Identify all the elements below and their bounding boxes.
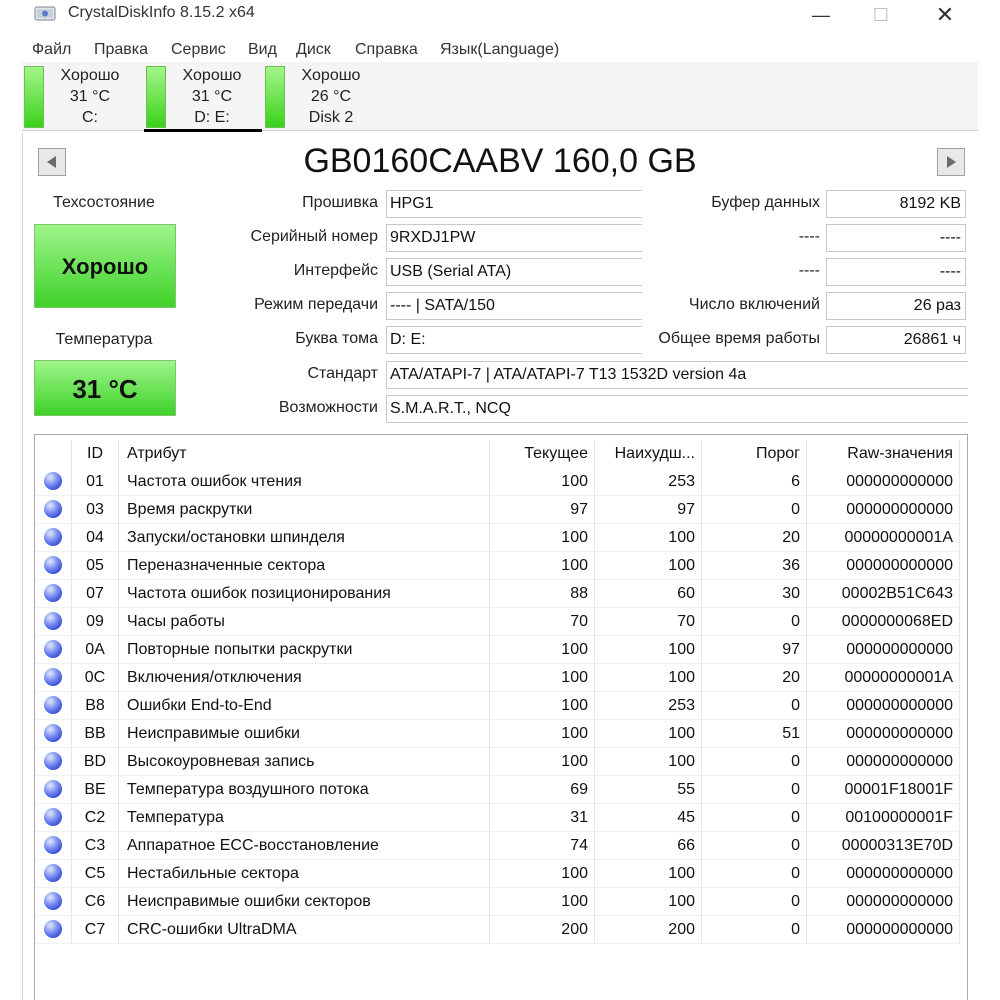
temperature-value[interactable]: 31 °C [34, 360, 176, 416]
features-field: S.M.A.R.T., NCQ [386, 395, 968, 423]
status-dot-icon [44, 808, 62, 826]
status-dot-icon [44, 696, 62, 714]
menu-edit[interactable]: Правка [94, 41, 149, 58]
attr-threshold: 20 [702, 664, 807, 692]
attr-raw: 000000000000 [807, 552, 960, 580]
table-row[interactable] [35, 748, 960, 776]
attr-raw: 000000000000 [807, 888, 960, 916]
attr-worst: 55 [595, 776, 702, 804]
transfer-label: Режим передачи [254, 296, 378, 313]
attr-threshold: 97 [702, 636, 807, 664]
attr-id: 03 [72, 496, 119, 524]
attr-current: 88 [490, 580, 595, 608]
status-cell [35, 692, 72, 720]
attr-name: Частота ошибок позиционирования [119, 580, 490, 608]
attr-current: 100 [490, 468, 595, 496]
attr-worst: 60 [595, 580, 702, 608]
buffer-field: 8192 KB [826, 190, 966, 218]
attr-current: 69 [490, 776, 595, 804]
attr-current: 100 [490, 552, 595, 580]
attr-raw: 00001F18001F [807, 776, 960, 804]
attr-raw: 000000000000 [807, 720, 960, 748]
table-row[interactable] [35, 552, 960, 580]
attr-worst: 100 [595, 552, 702, 580]
attr-name: Включения/отключения [119, 664, 490, 692]
attr-name: CRC-ошибки UltraDMA [119, 916, 490, 944]
attr-threshold: 0 [702, 692, 807, 720]
attr-raw: 00000000001A [807, 524, 960, 552]
table-row[interactable] [35, 664, 960, 692]
table-row[interactable] [35, 580, 960, 608]
attr-threshold: 0 [702, 748, 807, 776]
status-cell [35, 888, 72, 916]
attr-name: Температура [119, 804, 490, 832]
menu-service[interactable]: Сервис [171, 41, 226, 58]
table-row[interactable] [35, 888, 960, 916]
attr-name: Высокоуровневая запись [119, 748, 490, 776]
attr-raw: 000000000000 [807, 468, 960, 496]
disk-status: Хорошо [60, 67, 120, 84]
col-status[interactable] [35, 440, 72, 468]
attr-id: 05 [72, 552, 119, 580]
attr-current: 200 [490, 916, 595, 944]
attr-name: Ошибки End-to-End [119, 692, 490, 720]
minimize-button[interactable]: — [812, 5, 830, 25]
attr-worst: 100 [595, 888, 702, 916]
blank2-label: ---- [798, 262, 820, 279]
attr-worst: 100 [595, 748, 702, 776]
blank1-label: ---- [798, 228, 820, 245]
drive-letter-label: Буква тома [295, 330, 378, 347]
status-dot-icon [44, 668, 62, 686]
drive-letter-field: D: E: [386, 326, 642, 354]
attr-threshold: 20 [702, 524, 807, 552]
status-cell [35, 860, 72, 888]
attr-name: Повторные попытки раскрутки [119, 636, 490, 664]
interface-label: Интерфейс [293, 262, 378, 279]
table-row[interactable] [35, 496, 960, 524]
disk-temp: 26 °C [310, 88, 352, 105]
interface-field: USB (Serial ATA) [386, 258, 642, 286]
status-cell [35, 636, 72, 664]
serial-label: Серийный номер [250, 228, 378, 245]
menu-language[interactable]: Язык(Language) [440, 41, 560, 58]
status-cell [35, 720, 72, 748]
attr-worst: 66 [595, 832, 702, 860]
status-cell [35, 552, 72, 580]
attr-raw: 000000000000 [807, 496, 960, 524]
attr-raw: 000000000000 [807, 636, 960, 664]
status-dot-icon [44, 528, 62, 546]
attr-name: Нестабильные сектора [119, 860, 490, 888]
attr-name: Запуски/остановки шпинделя [119, 524, 490, 552]
disk-health-bar [146, 66, 166, 128]
attr-worst: 200 [595, 916, 702, 944]
attr-current: 31 [490, 804, 595, 832]
disk-temp: 31 °C [191, 88, 233, 105]
standard-label: Стандарт [307, 365, 378, 382]
attr-id: 07 [72, 580, 119, 608]
blank1-field: ---- [826, 224, 966, 252]
table-row[interactable] [35, 468, 960, 496]
attr-id: 0A [72, 636, 119, 664]
arrow-right-icon [944, 155, 958, 169]
health-label: Техсостояние [53, 194, 155, 211]
table-row[interactable] [35, 692, 960, 720]
prev-disk-button[interactable] [38, 148, 66, 176]
table-header [35, 440, 960, 468]
status-dot-icon [44, 752, 62, 770]
attr-threshold: 0 [702, 832, 807, 860]
window-title: CrystalDiskInfo 8.15.2 x64 [68, 4, 255, 21]
attr-id: BD [72, 748, 119, 776]
menu-view[interactable]: Вид [248, 41, 277, 58]
attr-current: 100 [490, 860, 595, 888]
status-dot-icon [44, 500, 62, 518]
attr-worst: 45 [595, 804, 702, 832]
arrow-left-icon [45, 155, 59, 169]
power-count-label: Число включений [688, 296, 820, 313]
attr-current: 100 [490, 748, 595, 776]
disk-title: GB0160CAABV 160,0 GB [303, 142, 697, 180]
table-row[interactable] [35, 804, 960, 832]
buffer-label: Буфер данных [711, 194, 820, 211]
table-row[interactable] [35, 916, 960, 944]
attr-worst: 100 [595, 524, 702, 552]
attr-current: 97 [490, 496, 595, 524]
attr-name: Частота ошибок чтения [119, 468, 490, 496]
disk-tab-2[interactable] [263, 62, 381, 130]
power-hours-label: Общее время работы [658, 330, 820, 347]
attr-current: 100 [490, 888, 595, 916]
menu-help[interactable]: Справка [355, 41, 418, 58]
power-hours-field: 26861 ч [826, 326, 966, 354]
attr-id: C7 [72, 916, 119, 944]
attr-id: BE [72, 776, 119, 804]
status-dot-icon [44, 584, 62, 602]
attr-worst: 100 [595, 664, 702, 692]
attr-worst: 70 [595, 608, 702, 636]
attr-raw: 00000313E70D [807, 832, 960, 860]
table-row[interactable] [35, 832, 960, 860]
attr-threshold: 0 [702, 496, 807, 524]
attr-threshold: 0 [702, 888, 807, 916]
attr-name: Время раскрутки [119, 496, 490, 524]
attr-raw: 000000000000 [807, 748, 960, 776]
status-cell [35, 524, 72, 552]
status-cell [35, 468, 72, 496]
disk-tab-0[interactable] [22, 62, 140, 130]
status-cell [35, 832, 72, 860]
attr-id: C2 [72, 804, 119, 832]
attr-current: 70 [490, 608, 595, 636]
transfer-field: ---- | SATA/150 [386, 292, 642, 320]
attr-id: C6 [72, 888, 119, 916]
attr-current: 100 [490, 692, 595, 720]
attr-threshold: 51 [702, 720, 807, 748]
attr-name: Неисправимые ошибки [119, 720, 490, 748]
attr-threshold: 30 [702, 580, 807, 608]
attr-threshold: 36 [702, 552, 807, 580]
smart-table-body [35, 468, 960, 944]
status-cell [35, 496, 72, 524]
attr-id: BB [72, 720, 119, 748]
status-cell [35, 916, 72, 944]
health-status-button[interactable]: Хорошо [34, 224, 176, 308]
disk-letter: C: [82, 109, 98, 126]
col-threshold[interactable]: Порог [702, 440, 807, 468]
maximize-button[interactable]: ☐ [872, 5, 890, 25]
attr-id: 09 [72, 608, 119, 636]
attr-raw: 000000000000 [807, 860, 960, 888]
attr-current: 100 [490, 720, 595, 748]
attr-name: Аппаратное ECC-восстановление [119, 832, 490, 860]
status-dot-icon [44, 612, 62, 630]
attr-name: Неисправимые ошибки секторов [119, 888, 490, 916]
status-dot-icon [44, 864, 62, 882]
attr-raw: 0000000068ED [807, 608, 960, 636]
status-cell [35, 748, 72, 776]
status-dot-icon [44, 556, 62, 574]
firmware-label: Прошивка [302, 194, 378, 211]
col-id[interactable]: ID [72, 440, 119, 468]
disk-letter: D: E: [194, 109, 230, 126]
attr-threshold: 0 [702, 776, 807, 804]
status-cell [35, 580, 72, 608]
disk-info-icon [34, 3, 56, 23]
attr-id: B8 [72, 692, 119, 720]
attr-worst: 100 [595, 720, 702, 748]
attr-id: C5 [72, 860, 119, 888]
attr-current: 100 [490, 664, 595, 692]
table-row[interactable] [35, 636, 960, 664]
status-dot-icon [44, 724, 62, 742]
attr-worst: 97 [595, 496, 702, 524]
col-worst[interactable]: Наихудш... [595, 440, 702, 468]
attr-worst: 100 [595, 860, 702, 888]
attr-threshold: 0 [702, 804, 807, 832]
temperature-label: Температура [55, 331, 153, 348]
attr-threshold: 0 [702, 608, 807, 636]
attr-worst: 253 [595, 468, 702, 496]
attr-threshold: 6 [702, 468, 807, 496]
attr-threshold: 0 [702, 860, 807, 888]
attr-id: 04 [72, 524, 119, 552]
status-dot-icon [44, 836, 62, 854]
features-label: Возможности [278, 399, 378, 416]
disk-health-bar [265, 66, 285, 128]
serial-field: 9RXDJ1PW [386, 224, 642, 252]
status-dot-icon [44, 472, 62, 490]
close-button[interactable]: ✕ [935, 2, 955, 27]
attr-worst: 253 [595, 692, 702, 720]
smart-table [35, 440, 960, 944]
attr-raw: 00100000001F [807, 804, 960, 832]
disk-health-bar [24, 66, 44, 128]
disk-temp: 31 °C [69, 88, 111, 105]
table-row[interactable] [35, 776, 960, 804]
col-raw[interactable]: Raw-значения [807, 440, 960, 468]
attr-id: 01 [72, 468, 119, 496]
status-dot-icon [44, 892, 62, 910]
power-count-field: 26 раз [826, 292, 966, 320]
attr-raw: 000000000000 [807, 692, 960, 720]
blank2-field: ---- [826, 258, 966, 286]
attr-raw: 000000000000 [807, 916, 960, 944]
table-row[interactable] [35, 860, 960, 888]
status-cell [35, 776, 72, 804]
attr-worst: 100 [595, 636, 702, 664]
attr-name: Переназначенные сектора [119, 552, 490, 580]
next-disk-button[interactable] [937, 148, 965, 176]
attr-raw: 00002B51C643 [807, 580, 960, 608]
disk-status: Хорошо [182, 67, 242, 84]
table-row[interactable] [35, 524, 960, 552]
attr-current: 100 [490, 524, 595, 552]
disk-letter: Disk 2 [308, 109, 354, 126]
status-cell [35, 608, 72, 636]
disk-tab-1[interactable] [144, 62, 262, 132]
status-dot-icon [44, 640, 62, 658]
col-current[interactable]: Текущее [490, 440, 595, 468]
attr-current: 74 [490, 832, 595, 860]
attr-id: C3 [72, 832, 119, 860]
attr-name: Температура воздушного потока [119, 776, 490, 804]
status-cell [35, 804, 72, 832]
attr-name: Часы работы [119, 608, 490, 636]
menu-file[interactable]: Файл [32, 41, 72, 58]
attr-id: 0C [72, 664, 119, 692]
attr-threshold: 0 [702, 916, 807, 944]
disk-status: Хорошо [301, 67, 361, 84]
table-row[interactable] [35, 608, 960, 636]
col-attribute[interactable]: Атрибут [119, 440, 490, 468]
attr-raw: 00000000001A [807, 664, 960, 692]
status-dot-icon [44, 920, 62, 938]
standard-field: ATA/ATAPI-7 | ATA/ATAPI-7 T13 1532D version 4a [386, 361, 968, 389]
attr-current: 100 [490, 636, 595, 664]
status-dot-icon [44, 780, 62, 798]
menu-disk[interactable]: Диск [296, 41, 331, 58]
table-row[interactable] [35, 720, 960, 748]
firmware-field: HPG1 [386, 190, 642, 218]
status-cell [35, 664, 72, 692]
